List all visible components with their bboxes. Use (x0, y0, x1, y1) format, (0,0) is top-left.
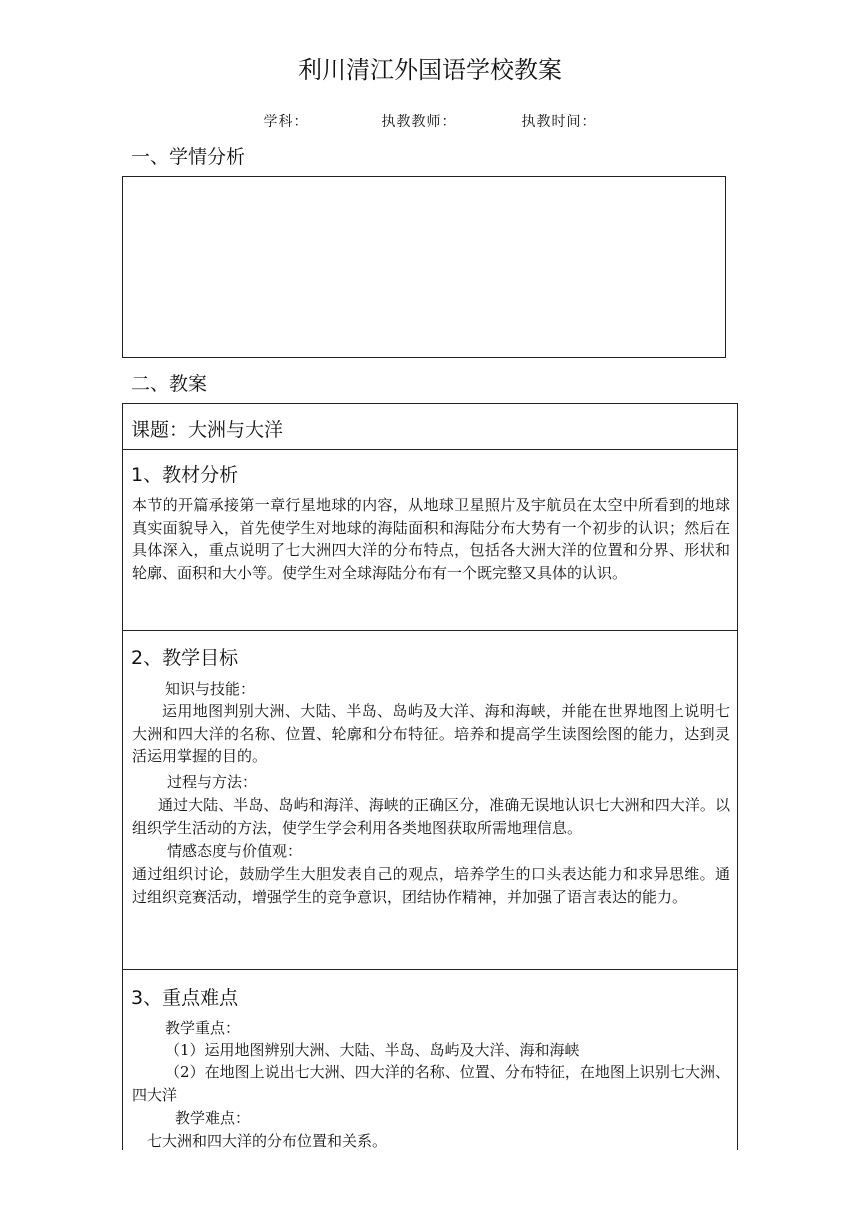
lesson-topic: 课题：大洲与大洋 (131, 419, 284, 441)
knowledge-text: 运用地图判别大洲、大陆、半岛、岛屿及大洋、海和海峡，并能在世界地图上说明七大洲和四大洋的名称、位置、轮廓和分布特征。培养和提高学生读图绘图的能力，达到灵活运用掌握的目的。 (132, 702, 730, 765)
lesson-table (122, 403, 738, 1150)
meta-line (0, 111, 860, 131)
subject-label: 学科： (263, 114, 309, 130)
teacher-label: 执教教师： (381, 114, 457, 130)
material-heading: 1、教材分析 (131, 464, 239, 486)
material-text: 本节的开篇承接第一章行星地球的内容，从地球卫星照片及宇航员在太空中所看到的地球真实面貌导入，首先使学生对地球的海陆面积和海陆分布大势有一个初步的认识；然后在具体深入，重点说明了七大洲四大洋的分布特点，包括各大洲大洋的位置和分界、形状和轮廓、面积和大小等。使学生对全球海陆分布有一个既完整又具体的认识。 (132, 496, 730, 582)
difficulty-label: 教学难点： (175, 1109, 251, 1127)
goals-heading: 2、教学目标 (131, 647, 239, 669)
section-heading-analysis: 一、学情分析 (131, 146, 246, 168)
focus-item-2: （2）在地图上说出七大洲、四大洋的名称、位置、分布特征，在地图上识别七大洲、四大洋 (132, 1063, 730, 1104)
goals-row (123, 630, 737, 970)
process-label: 过程与方法： (167, 773, 258, 791)
focus-label: 教学重点： (165, 1019, 241, 1037)
focus-item-1: （1）运用地图辨别大洲、大陆、半岛、岛屿及大洋、海和海峡 (165, 1041, 580, 1059)
keypoints-heading: 3、重点难点 (131, 987, 239, 1009)
knowledge-label: 知识与技能： (165, 680, 256, 698)
section-heading-lesson: 二、教案 (131, 373, 208, 395)
time-label: 执教时间： (521, 114, 597, 130)
keypoints-row (123, 969, 737, 1151)
topic-row (123, 404, 737, 449)
difficulty-text: 七大洲和四大洋的分布位置和关系。 (147, 1132, 388, 1150)
analysis-box (122, 176, 726, 358)
emotion-label: 情感态度与价值观： (167, 842, 303, 860)
page-title: 利川清江外国语学校教案 (298, 56, 562, 84)
process-text: 通过大陆、半岛、岛屿和海洋、海峡的正确区分，准确无误地认识七大洲和四大洋。以组织学生活动的方法，使学生学会利用各类地图获取所需地理信息。 (132, 796, 730, 837)
emotion-text: 通过组织讨论，鼓励学生大胆发表自己的观点，培养学生的口头表达能力和求异思维。通过组织竞赛活动，增强学生的竞争意识，团结协作精神，并加强了语言表达的能力。 (132, 865, 730, 906)
material-row (123, 449, 737, 630)
